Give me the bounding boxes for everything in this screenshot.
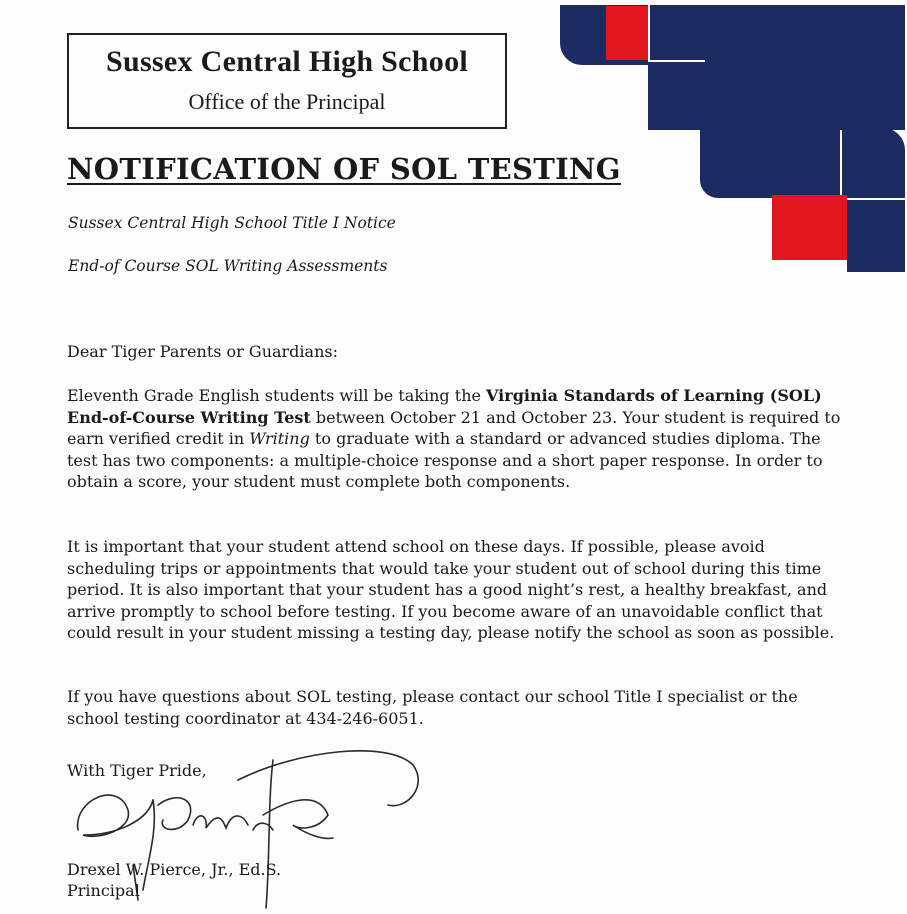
para1-test-name: Virginia Standards of Learning (SOL) End-of-Course Writing Test bbox=[67, 386, 822, 427]
school-name: Sussex Central High School bbox=[105, 45, 468, 78]
closing: With Tiger Pride, bbox=[67, 761, 207, 780]
signer-name: Drexel W. Pierce, Jr., Ed.S. bbox=[67, 860, 282, 879]
school-header-box bbox=[67, 33, 507, 129]
title-i-notice-line: Sussex Central High School Title I Notice bbox=[68, 214, 396, 232]
signer-title: Principal bbox=[67, 881, 140, 900]
assessment-line: End-of Course SOL Writing Assessments bbox=[68, 257, 388, 275]
logo-block bbox=[847, 200, 905, 272]
logo-block bbox=[650, 5, 705, 60]
logo-block bbox=[842, 128, 905, 198]
logo-block bbox=[700, 128, 840, 198]
paragraph-testing-dates bbox=[67, 385, 847, 493]
para1-subject: Writing bbox=[249, 429, 310, 448]
school-logo-graphic bbox=[560, 0, 905, 275]
logo-block bbox=[772, 195, 847, 260]
page-title: NOTIFICATION OF SOL TESTING bbox=[67, 152, 621, 186]
para1-text: Eleventh Grade English students will be taking the bbox=[67, 386, 487, 405]
salutation: Dear Tiger Parents or Guardians: bbox=[67, 342, 338, 361]
paragraph-contact: If you have questions about SOL testing, please contact our school Title I specialist or the school testing coordinator at 434-246-6051. bbox=[67, 687, 798, 728]
logo-block bbox=[606, 6, 648, 60]
para1-text: to graduate with a standard or advanced studies diploma. The test has two components: a multiple-choice response and a short paper response. In order to obtain a score, your student must complete both components. bbox=[67, 429, 823, 491]
logo-block bbox=[705, 5, 905, 130]
paragraph-attendance: It is important that your student attend school on these days. If possible, please avoid scheduling trips or appointments that would take your student out of school during this time period. It is also important that your student has a good night’s rest, a healthy breakfast, and arrive promptly to school before testing. If you become aware of an unavoidable conflict that could result in your student missing a testing day, please notify the school as soon as possible. bbox=[67, 537, 835, 642]
para1-text: between October 21 and October 23. Your student is required to earn verified credit in bbox=[67, 407, 841, 448]
logo-block bbox=[648, 62, 705, 130]
office-name: Office of the Principal bbox=[188, 89, 386, 114]
